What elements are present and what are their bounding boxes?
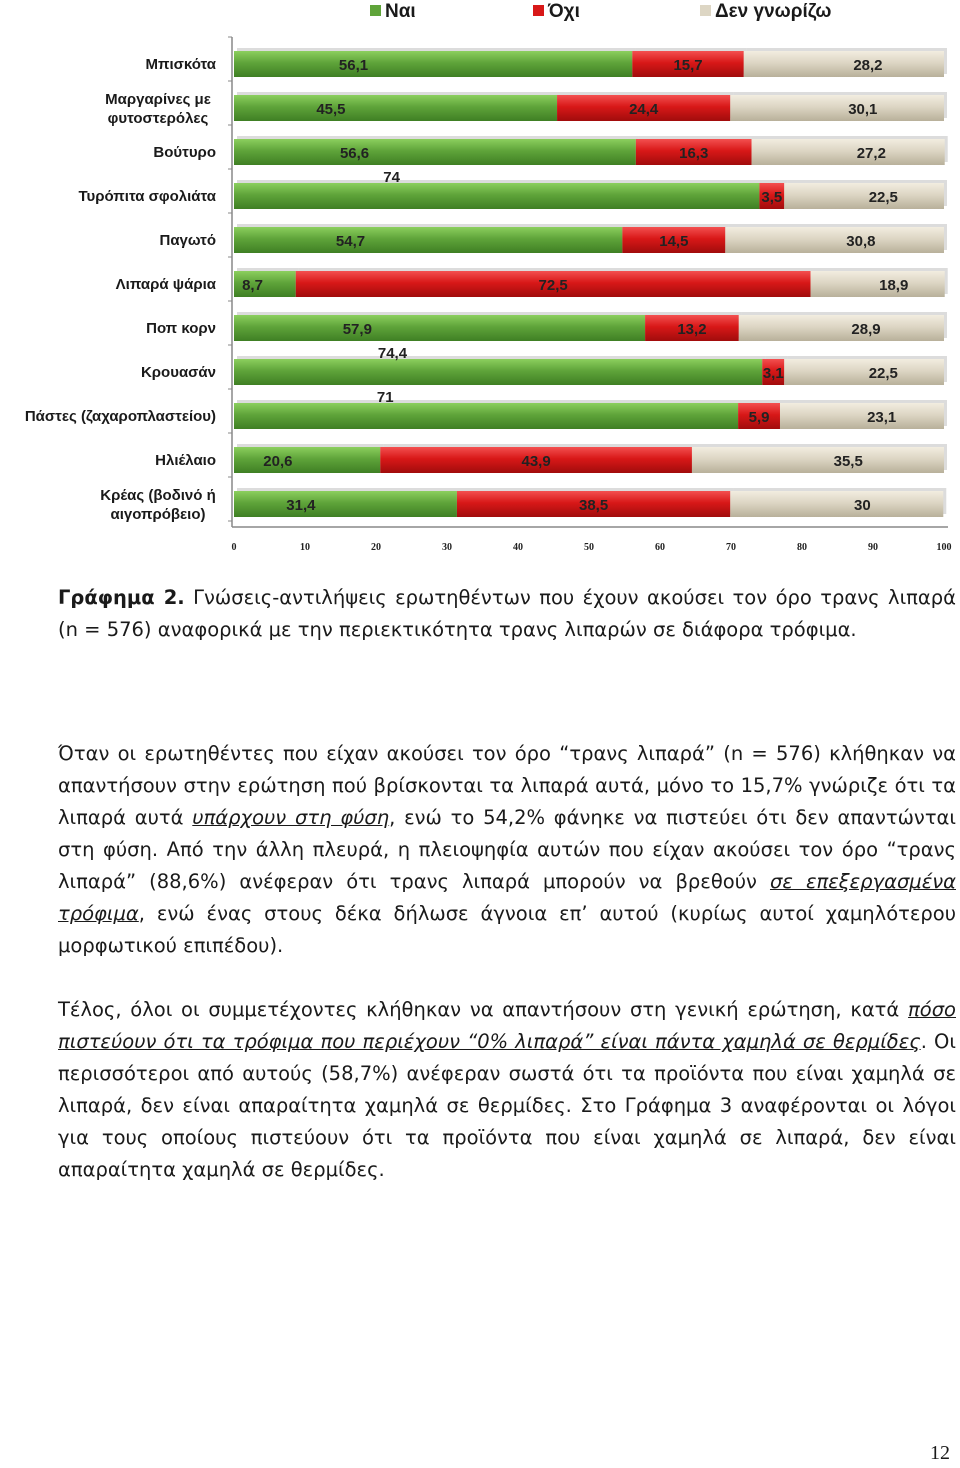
value-label-r4-s3: 22,5 (868, 189, 898, 206)
para1-part2: , ενώ το 54,2% φάνηκε να πιστεύει ότι δεν απαντώνται στη φύση. Από την άλλη πλευρά, η πλειοψηφία αυτών που είχαν ακούσει τον όρο “τρανς λιπαρά” (88,6%) ανέφεραν ότι τρανς λιπαρά μπορούν να βρεθούν (58, 806, 957, 893)
stacked-bar-chart (0, 0, 960, 560)
value-label-r1-s3: 28,2 (853, 57, 883, 74)
value-label-r11-s1: 31,4 (286, 497, 316, 514)
category-label-6: Λιπαρά ψάρια (115, 276, 216, 293)
chart-bars (234, 48, 948, 517)
bar-segment-r8-s1 (234, 359, 762, 385)
category-label-2-line-1: Μαργαρίνες με (105, 91, 211, 108)
legend-label-1: Ναι (385, 1, 416, 22)
chart-legend (370, 1, 831, 22)
category-labels (25, 56, 217, 523)
value-label-r7-s2: 13,2 (677, 321, 707, 338)
value-label-r3-s2: 16,3 (679, 145, 709, 162)
bar-segment-r5-s3 (725, 227, 944, 253)
value-label-r2-s2: 24,4 (629, 101, 659, 118)
bar-segment-r9-s3 (780, 403, 944, 429)
category-label-8: Κρουασάν (140, 364, 216, 381)
category-label-9: Πάστες (ζαχαροπλαστείου) (24, 408, 216, 425)
value-label-r9-s3: 23,1 (867, 409, 897, 426)
bar-segment-r11-s1 (234, 491, 457, 517)
bar-segment-r6-s3 (811, 271, 945, 297)
bar-segment-r3-s1 (234, 139, 636, 165)
chart-canvas (0, 0, 960, 560)
value-label-r10-s1: 20,6 (263, 453, 293, 470)
value-label-r6-s3: 18,9 (879, 277, 909, 294)
category-label-11-line-1: Κρέας (βοδινό ή (100, 487, 216, 504)
value-label-r4-s2: 3,5 (761, 189, 783, 206)
value-label-r3-s3: 27,2 (856, 145, 886, 162)
x-tick-label-90: 90 (868, 542, 878, 553)
bar-segment-r4-s3 (784, 183, 944, 209)
value-label-r2-s1: 45,5 (316, 101, 346, 118)
para1-part1: Όταν οι ερωτηθέντες που είχαν ακούσει τον όρο “τρανς λιπαρά” (n = 576) κλήθηκαν να απαντήσουν στην ερώτηση πού βρίσκονται τα λιπαρά αυτά, μόνο το 15,7% γνώριζε ότι τα λιπαρά αυτά (58, 742, 956, 829)
x-tick-label-40: 40 (513, 542, 523, 553)
para2-part2: . Οι περισσότεροι από αυτούς (58,7%) ανέφεραν σωστά ότι τα προϊόντα που είναι χαμηλά σε λιπαρά, δεν είναι απαραίτητα χαμηλά σε θερμίδες. Στο Γράφημα 3 αναφέρονται οι λόγοι για τους οποίους πιστεύουν ότι τα προϊόντα που είναι χαμηλά σε λιπαρά, δεν είναι απαραίτητα χαμηλά σε θερμίδες. (58, 1030, 956, 1181)
category-label-2-line-2: φυτοστερόλες (107, 110, 209, 127)
para2-part1: Τέλος, όλοι οι συμμετέχοντες κλήθηκαν να απαντήσουν στη γενική ερώτηση, κατά (58, 998, 909, 1021)
x-tick-labels (232, 542, 952, 553)
bar-segment-r8-s3 (784, 359, 944, 385)
x-tick-label-30: 30 (442, 542, 452, 553)
bar-segment-r1-s3 (744, 51, 944, 77)
value-label-r9-s1: 71 (376, 389, 394, 406)
bar-segment-r10-s3 (692, 447, 944, 473)
para2-emphasis-1: πόσο πιστεύουν ότι τα τρόφιμα που περιέχουν “0% λιπαρά” είναι πάντα χαμηλά σε θερμίδες (58, 998, 956, 1053)
value-label-r11-s3: 30 (854, 497, 871, 514)
category-label-5: Παγωτό (159, 232, 216, 249)
value-label-r4-s1: 74 (383, 169, 400, 186)
value-label-r2-s3: 30,1 (848, 101, 878, 118)
body-paragraph-1 (58, 738, 956, 962)
x-tick-label-20: 20 (371, 542, 381, 553)
legend-swatch-3 (700, 5, 711, 16)
para1-part3: , ενώ ένας στους δέκα δήλωσε άγνοια επ’ αυτού (κυρίως αυτοί χαμηλότερου μορφωτικού επιπέδου). (58, 902, 956, 957)
x-tick-label-0: 0 (231, 542, 237, 553)
figure-caption (58, 582, 956, 646)
para1-emphasis-2: σε επεξεργασμένα τρόφιμα (58, 870, 956, 925)
bar-segment-r9-s1 (234, 403, 738, 429)
category-label-1: Μπισκότα (145, 56, 216, 73)
value-label-r5-s1: 54,7 (335, 233, 366, 250)
value-label-r9-s2: 5,9 (748, 409, 770, 426)
value-label-r5-s2: 14,5 (659, 233, 689, 250)
body-paragraph-2 (58, 994, 956, 1186)
para1-emphasis-1: υπάρχουν στη φύση (192, 806, 390, 829)
value-label-r5-s3: 30,8 (846, 233, 876, 250)
value-label-r11-s2: 38,5 (579, 497, 609, 514)
x-tick-label-60: 60 (655, 542, 665, 553)
category-label-11-line-2: αιγοπρόβειο) (110, 506, 206, 523)
value-label-r8-s3: 22,5 (868, 365, 898, 382)
x-tick-label-80: 80 (797, 542, 807, 553)
value-label-r3-s1: 56,6 (339, 145, 370, 162)
x-tick-label-70: 70 (726, 542, 736, 553)
category-label-7: Ποπ κορν (146, 320, 216, 337)
value-label-r8-s2: 3,1 (762, 365, 784, 382)
bar-segment-r2-s3 (730, 95, 944, 121)
value-label-r10-s3: 35,5 (833, 453, 863, 470)
x-tick-label-10: 10 (300, 542, 310, 553)
value-label-r6-s2: 72,5 (538, 277, 568, 294)
bar-segment-r5-s1 (234, 227, 622, 253)
legend-swatch-1 (370, 5, 381, 16)
legend-label-3: Δεν γνωρίζω (715, 1, 832, 22)
value-label-r10-s2: 43,9 (521, 453, 551, 470)
bar-segment-r2-s1 (234, 95, 557, 121)
caption-label: Γράφημα 2. (58, 586, 185, 609)
bar-segment-r7-s1 (234, 315, 645, 341)
category-label-10: Ηλιέλαιο (155, 452, 216, 469)
x-tick-label-50: 50 (584, 542, 594, 553)
legend-swatch-2 (533, 5, 544, 16)
bar-segment-r1-s1 (234, 51, 632, 77)
value-label-r1-s2: 15,7 (673, 57, 703, 74)
category-label-3: Βούτυρο (153, 144, 216, 161)
x-tick-label-100: 100 (936, 542, 952, 553)
value-label-r8-s1: 74,4 (377, 345, 408, 362)
value-label-r6-s1: 8,7 (242, 277, 263, 294)
value-label-r7-s3: 28,9 (851, 321, 881, 338)
page-number: 12 (930, 1442, 950, 1464)
value-label-r7-s1: 57,9 (342, 321, 372, 338)
bar-segment-r7-s3 (739, 315, 944, 341)
bar-segment-r10-s1 (234, 447, 380, 473)
caption-text: Γνώσεις-αντιλήψεις ερωτηθέντων που έχουν ακούσει τον όρο τρανς λιπαρά (n = 576) αναφορικά με την περιεκτικότητα τρανς λιπαρών σε διάφορα τρόφιμα. (58, 586, 957, 641)
bar-segment-r4-s1 (234, 183, 759, 209)
category-label-4: Τυρόπιτα σφολιάτα (78, 188, 216, 205)
legend-label-2: Όχι (548, 1, 580, 22)
bar-segment-r3-s3 (752, 139, 945, 165)
value-label-r1-s1: 56,1 (338, 57, 369, 74)
bar-segment-r11-s3 (730, 491, 943, 517)
